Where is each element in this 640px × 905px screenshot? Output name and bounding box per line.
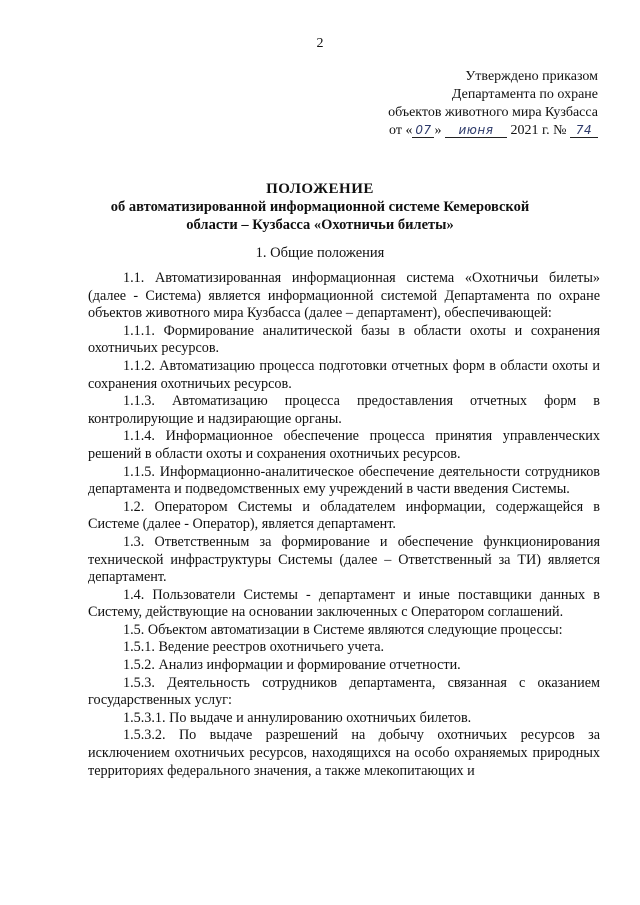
handwritten-day: 07 bbox=[412, 123, 434, 138]
paragraph: 1.5.3. Деятельность сотрудников департамента, связанная с оказанием государственных услуг: bbox=[88, 674, 600, 709]
section-title: 1. Общие положения bbox=[255, 245, 385, 261]
approval-line-1: Утверждено приказом bbox=[465, 69, 598, 84]
approval-stamp bbox=[388, 68, 598, 140]
date-year: 2021 г. № bbox=[510, 123, 567, 138]
paragraph: 1.5.3.2. По выдаче разрешений на добычу охотничьих ресурсов за исключением охотничьих ресурсов, находящихся на особо охраняемых природных территориях федерального значения, а также млекопитающих и bbox=[88, 727, 600, 779]
paragraph: 1.1.3. Автоматизацию процесса предоставления отчетных форм в контролирующие и надзирающие органы. bbox=[88, 393, 600, 427]
paragraph: 1.5.3.1. По выдаче и аннулированию охотничьих билетов. bbox=[123, 709, 472, 726]
approval-date-line bbox=[388, 122, 598, 140]
paragraph: 1.1. Автоматизированная информационная система «Охотничьи билеты» (далее - Система) является информационной системой Департамента по охране объектов животного мира Кузбасса (далее – департамент), обеспечивающей: bbox=[88, 270, 600, 322]
paragraph: 1.1.5. Информационно-аналитическое обеспечение деятельности сотрудников департамента и подведомственных ему учреждений в части введения Системы. bbox=[88, 463, 600, 498]
paragraph: 1.5.2. Анализ информации и формирование отчетности. bbox=[123, 657, 461, 674]
approval-line-2: Департамента по охране bbox=[451, 87, 598, 102]
page-number: 2 bbox=[316, 36, 324, 51]
paragraph: 1.3. Ответственным за формирование и обеспечение функционирования технической инфраструктуры Системы (далее – Ответственный за ТИ) является департамент. bbox=[88, 533, 600, 586]
document-title bbox=[0, 180, 640, 234]
handwritten-number: 74 bbox=[570, 123, 598, 138]
handwritten-month: июня bbox=[445, 123, 507, 138]
body-text bbox=[88, 270, 600, 780]
paragraph: 1.5.1. Ведение реестров охотничьего учета. bbox=[123, 639, 385, 656]
paragraph: 1.2. Оператором Системы и обладателем информации, содержащейся в Системе (далее - Оператор), является департамент. bbox=[88, 498, 600, 533]
title-line-2: об автоматизированной информационной системе Кемеровской bbox=[110, 199, 530, 215]
date-mid: » bbox=[434, 123, 442, 138]
title-line-3: области – Кузбасса «Охотничьи билеты» bbox=[186, 217, 454, 233]
paragraph: 1.1.1. Формирование аналитической базы в области охоты и сохранения охотничьих ресурсов. bbox=[88, 322, 600, 357]
approval-line-3: объектов животного мира Кузбасса bbox=[388, 105, 598, 120]
title-main: ПОЛОЖЕНИЕ bbox=[266, 181, 374, 197]
paragraph: 1.1.4. Информационное обеспечение процесса принятия управленческих решений в области охоты и сохранения охотничьих ресурсов. bbox=[88, 428, 600, 462]
date-prefix: от « bbox=[389, 123, 413, 138]
paragraph: 1.4. Пользователи Системы - департамент и иные поставщики данных в Систему, действующие на основании заключенных с Оператором соглашений. bbox=[88, 586, 600, 621]
paragraph: 1.1.2. Автоматизацию процесса подготовки отчетных форм в области охоты и сохранения охотничьих ресурсов. bbox=[88, 357, 600, 392]
paragraph: 1.5. Объектом автоматизации в Системе являются следующие процессы: bbox=[123, 621, 563, 638]
